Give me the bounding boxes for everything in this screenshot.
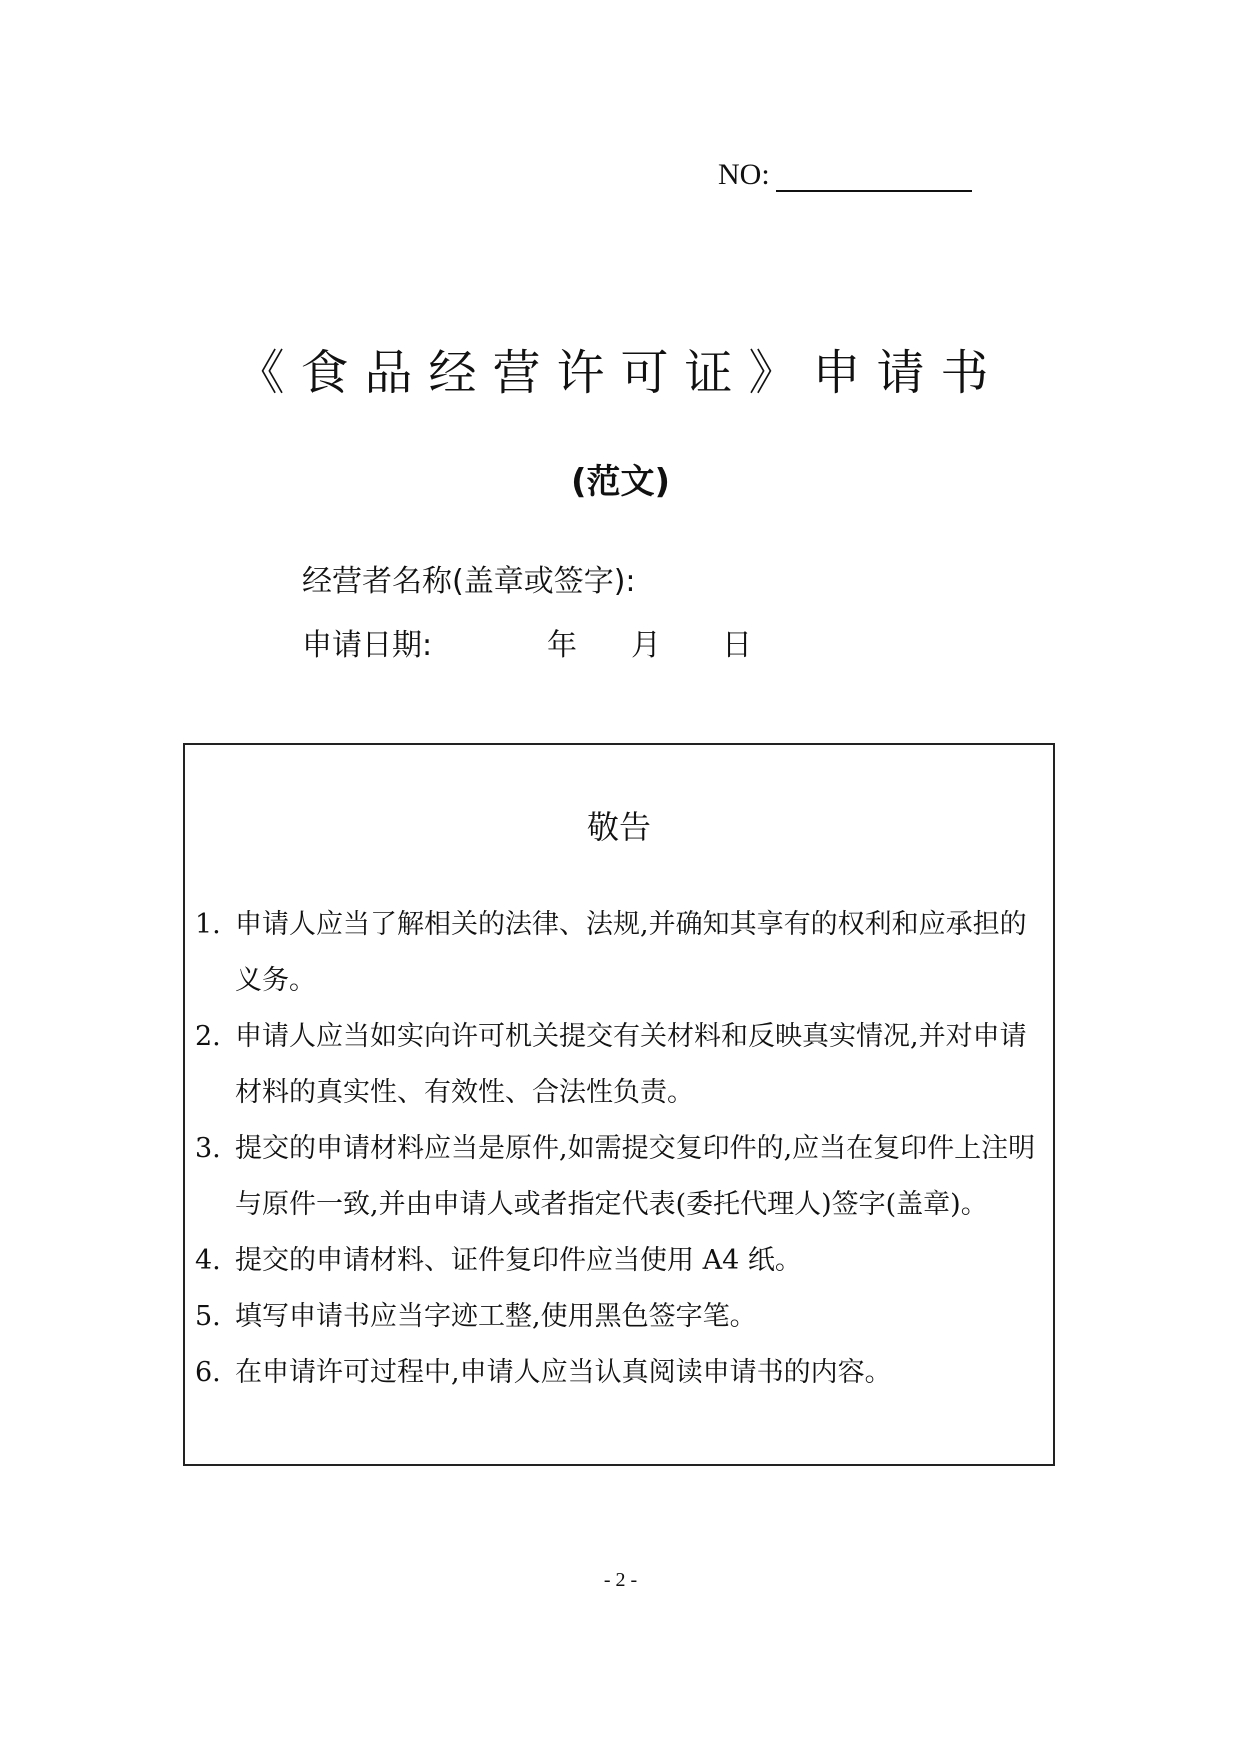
notice-item-number: 5. [195, 1301, 221, 1332]
apply-date-field [302, 626, 752, 666]
notice-item-text: 申请人应当如实向许可机关提交有关材料和反映真实情况,并对申请材料的真实性、有效性、合法性负责。 [235, 1021, 1027, 1108]
document-number [718, 158, 972, 192]
document-subtitle: (范文) [570, 462, 671, 502]
apply-date-label: 申请日期: [302, 628, 433, 663]
notice-item [195, 1121, 1045, 1233]
page-number: - 2 - [603, 1569, 638, 1591]
notice-item-number: 4. [195, 1245, 221, 1276]
notice-item-text: 填写申请书应当字迹工整,使用黑色签字笔。 [235, 1301, 757, 1332]
notice-item [195, 897, 1045, 1009]
operator-name-field: 经营者名称(盖章或签字): [302, 564, 636, 599]
notice-item-number: 3. [195, 1133, 221, 1164]
notice-item-text: 在申请许可过程中,申请人应当认真阅读申请书的内容。 [235, 1357, 892, 1388]
notice-list [195, 897, 1045, 1401]
notice-item [195, 1233, 1045, 1289]
notice-item [195, 1009, 1045, 1121]
notice-item-text: 申请人应当了解相关的法律、法规,并确知其享有的权利和应承担的义务。 [235, 909, 1027, 996]
date-day-label: 日 [722, 628, 752, 663]
document-number-label: NO: [718, 158, 770, 191]
notice-item [195, 1289, 1045, 1345]
notice-item-number: 2. [195, 1021, 221, 1052]
notice-heading: 敬告 [586, 808, 651, 846]
notice-item [195, 1345, 1045, 1401]
notice-item-number: 6. [195, 1357, 221, 1388]
notice-box [183, 743, 1055, 1466]
date-year-label: 年 [547, 628, 577, 663]
notice-item-text: 提交的申请材料应当是原件,如需提交复印件的,应当在复印件上注明与原件一致,并由申请人或者指定代表(委托代理人)签字(盖章)。 [235, 1133, 1036, 1220]
notice-item-text: 提交的申请材料、证件复印件应当使用 A4 纸。 [235, 1245, 802, 1276]
document-number-blank[interactable] [776, 160, 972, 192]
document-title: 《食品经营许可证》申请书 [236, 345, 1005, 401]
date-month-label: 月 [631, 628, 661, 663]
notice-item-number: 1. [195, 909, 221, 940]
